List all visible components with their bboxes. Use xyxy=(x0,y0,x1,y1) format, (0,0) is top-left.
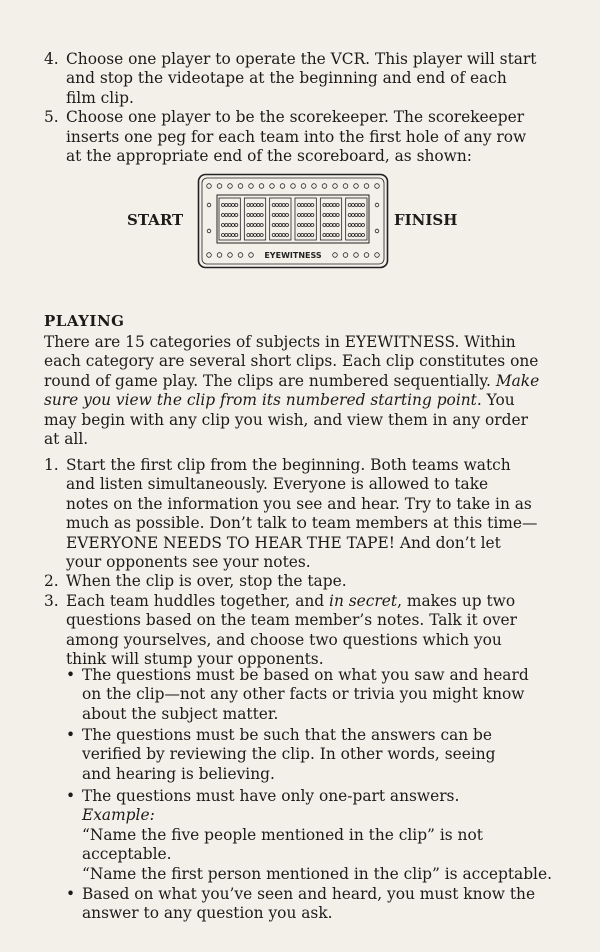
bullet-4 xyxy=(66,885,566,924)
peg-hole xyxy=(282,224,285,227)
peg-hole xyxy=(272,224,275,227)
peg-hole xyxy=(272,234,275,237)
peg-hole xyxy=(257,224,260,227)
bullet-3 xyxy=(66,787,576,884)
peg-hole xyxy=(311,234,314,237)
peg-hole xyxy=(348,224,351,227)
text-span: Each team huddles together, and xyxy=(66,591,330,610)
intro-paragraph xyxy=(44,333,564,449)
text-span: You xyxy=(481,391,515,410)
peg-hole xyxy=(276,224,279,227)
peg-hole xyxy=(301,184,306,189)
peg-hole xyxy=(282,234,285,237)
peg-hole xyxy=(352,214,355,217)
peg-hole xyxy=(301,224,304,227)
text-line: verified by reviewing the clip. In other words, seeing xyxy=(82,745,496,764)
peg-hole xyxy=(235,224,238,227)
peg-hole xyxy=(250,224,253,227)
peg-hole xyxy=(249,253,254,258)
text-line: “Name the first person mentioned in the clip” is acceptable. xyxy=(82,864,552,883)
scoreboard-diagram xyxy=(197,173,389,269)
bullet-item xyxy=(66,726,566,784)
peg-hole xyxy=(308,214,311,217)
peg-hole xyxy=(228,234,231,237)
peg-hole xyxy=(207,229,211,233)
peg-hole xyxy=(282,214,285,217)
text-line: The questions must be such that the answers can be xyxy=(82,726,493,744)
peg-hole xyxy=(257,204,260,207)
peg-hole xyxy=(222,214,225,217)
peg-hole xyxy=(298,224,301,227)
peg-hole xyxy=(207,253,212,258)
peg-hole xyxy=(354,253,359,258)
text-line: each category are several short clips. Each clip constitutes one xyxy=(44,352,539,371)
peg-hole xyxy=(333,184,338,189)
peg-hole xyxy=(358,224,361,227)
text-line: Choose one player to operate the VCR. This player will start xyxy=(66,50,537,68)
example-label: Example: xyxy=(82,806,155,825)
peg-hole xyxy=(250,204,253,207)
peg-hole xyxy=(254,214,257,217)
peg-hole xyxy=(257,234,260,237)
text-line: Based on what you’ve seen and heard, you must know the xyxy=(82,885,536,903)
peg-hole xyxy=(257,214,260,217)
text-line: at the appropriate end of the scoreboard, as shown: xyxy=(66,147,472,166)
peg-hole xyxy=(375,184,380,189)
text-line: Choose one player to be the scorekeeper. The scorekeeper xyxy=(66,108,525,127)
text-span: round of game play. The clips are numbered sequentially. xyxy=(44,371,496,390)
peg-hole xyxy=(276,234,279,237)
peg-hole xyxy=(333,214,336,217)
peg-hole xyxy=(301,204,304,207)
bullet-2 xyxy=(66,726,566,784)
peg-hole xyxy=(228,224,231,227)
peg-hole xyxy=(238,253,243,258)
peg-hole xyxy=(312,184,317,189)
peg-hole xyxy=(336,214,339,217)
peg-hole xyxy=(207,184,212,189)
peg-hole xyxy=(355,204,358,207)
peg-hole xyxy=(222,204,225,207)
text-line: your opponents see your notes. xyxy=(66,553,311,572)
peg-hole xyxy=(304,214,307,217)
text-line: Start the first clip from the beginning. Both teams watch xyxy=(66,456,511,474)
bullet-item xyxy=(66,787,576,884)
step-2 xyxy=(44,572,564,591)
peg-hole xyxy=(298,204,301,207)
peg-hole xyxy=(311,224,314,227)
setup-item-5 xyxy=(44,108,564,166)
peg-hole xyxy=(308,224,311,227)
peg-hole xyxy=(358,234,361,237)
text-line: EVERYONE NEEDS TO HEAR THE TAPE! And don’t let xyxy=(66,533,501,552)
peg-hole xyxy=(322,184,327,189)
peg-hole xyxy=(375,229,379,233)
peg-hole xyxy=(308,234,311,237)
peg-hole xyxy=(323,234,326,237)
peg-hole xyxy=(232,234,235,237)
top-peg-row xyxy=(207,184,380,189)
peg-hole xyxy=(330,234,333,237)
peg-hole xyxy=(282,204,285,207)
peg-hole xyxy=(247,204,250,207)
peg-hole xyxy=(235,214,238,217)
peg-hole xyxy=(348,234,351,237)
peg-hole xyxy=(362,224,365,227)
peg-hole xyxy=(228,184,233,189)
text-line: think will stump your opponents. xyxy=(66,650,324,669)
item-number: 1. xyxy=(44,456,59,474)
scoreboard-grid xyxy=(207,195,379,243)
item-number: 2. xyxy=(44,572,59,591)
peg-hole xyxy=(247,214,250,217)
peg-hole xyxy=(301,234,304,237)
start-label: START xyxy=(127,211,184,229)
text-span: , makes up two xyxy=(397,591,516,610)
peg-hole xyxy=(364,184,369,189)
peg-hole xyxy=(238,184,243,189)
peg-hole xyxy=(286,214,289,217)
peg-hole xyxy=(348,204,351,207)
peg-hole xyxy=(272,204,275,207)
peg-hole xyxy=(364,253,369,258)
text-line: film clip. xyxy=(66,88,134,107)
peg-hole xyxy=(270,184,275,189)
peg-hole xyxy=(343,184,348,189)
peg-hole xyxy=(298,214,301,217)
peg-hole xyxy=(286,224,289,227)
text-line: on the clip—not any other facts or trivia you might know xyxy=(82,685,525,704)
peg-hole xyxy=(352,204,355,207)
peg-hole xyxy=(326,234,329,237)
peg-hole xyxy=(247,224,250,227)
peg-hole xyxy=(279,224,282,227)
peg-hole xyxy=(260,204,263,207)
peg-hole xyxy=(352,234,355,237)
peg-hole xyxy=(249,184,254,189)
setup-item-4 xyxy=(44,50,564,108)
peg-hole xyxy=(326,214,329,217)
peg-hole xyxy=(333,204,336,207)
peg-hole xyxy=(260,224,263,227)
peg-hole xyxy=(326,224,329,227)
peg-hole xyxy=(348,214,351,217)
peg-hole xyxy=(311,214,314,217)
emphasis: Make xyxy=(495,371,540,390)
peg-hole xyxy=(259,184,264,189)
peg-hole xyxy=(222,224,225,227)
peg-hole xyxy=(225,214,228,217)
bullet-item xyxy=(66,885,566,924)
text-line: There are 15 categories of subjects in EYEWITNESS. Within xyxy=(44,333,516,351)
grid-frame xyxy=(217,195,369,243)
text-line: notes on the information you see and hear. Try to take in as xyxy=(66,494,532,513)
peg-hole xyxy=(276,214,279,217)
peg-hole xyxy=(260,214,263,217)
peg-hole xyxy=(286,234,289,237)
peg-hole xyxy=(336,204,339,207)
peg-hole xyxy=(323,204,326,207)
peg-hole xyxy=(311,204,314,207)
text-line: “Name the five people mentioned in the clip” is not xyxy=(82,825,483,844)
peg-hole xyxy=(355,234,358,237)
section-heading: PLAYING xyxy=(44,312,125,330)
peg-hole xyxy=(291,184,296,189)
bullet-dot: • xyxy=(66,666,76,684)
peg-hole xyxy=(250,214,253,217)
peg-hole xyxy=(304,204,307,207)
bullet-item xyxy=(66,666,566,724)
setup-list xyxy=(44,50,564,166)
peg-hole xyxy=(330,214,333,217)
peg-hole xyxy=(308,204,311,207)
text-line: and hearing is believing. xyxy=(82,764,275,783)
peg-hole xyxy=(228,214,231,217)
peg-hole xyxy=(217,253,222,258)
finish-label: FINISH xyxy=(394,211,458,229)
step-3 xyxy=(44,592,564,670)
peg-hole xyxy=(304,234,307,237)
step-1 xyxy=(44,456,564,572)
peg-hole xyxy=(333,234,336,237)
emphasis: in secret xyxy=(329,591,398,610)
peg-hole xyxy=(330,204,333,207)
peg-hole xyxy=(279,234,282,237)
peg-hole xyxy=(279,204,282,207)
peg-hole xyxy=(304,224,307,227)
text-line: acceptable. xyxy=(82,845,172,864)
peg-hole xyxy=(286,204,289,207)
text-line: questions based on the team member’s notes. Talk it over xyxy=(66,611,518,630)
bullet-dot: • xyxy=(66,787,76,805)
bullet-dot: • xyxy=(66,726,76,744)
peg-hole xyxy=(254,204,257,207)
text-line: about the subject matter. xyxy=(82,704,279,723)
peg-hole xyxy=(323,224,326,227)
peg-hole xyxy=(279,214,282,217)
text-line: The questions must be based on what you saw and heard xyxy=(82,666,529,684)
text-line: answer to any question you ask. xyxy=(82,904,333,923)
bullet-dot: • xyxy=(66,885,76,903)
peg-hole xyxy=(375,203,379,207)
peg-hole xyxy=(272,214,275,217)
item-number: 4. xyxy=(44,50,59,68)
text-line: and listen simultaneously. Everyone is allowed to take xyxy=(66,475,489,494)
peg-hole xyxy=(207,203,211,207)
peg-hole xyxy=(222,234,225,237)
peg-hole xyxy=(354,184,359,189)
peg-hole xyxy=(358,204,361,207)
peg-hole xyxy=(333,224,336,227)
peg-hole xyxy=(228,204,231,207)
peg-hole xyxy=(333,253,338,258)
peg-hole xyxy=(232,214,235,217)
peg-hole xyxy=(225,204,228,207)
peg-hole xyxy=(301,214,304,217)
peg-hole xyxy=(375,253,380,258)
text-line: at all. xyxy=(44,430,89,449)
peg-hole xyxy=(343,253,348,258)
peg-hole xyxy=(336,224,339,227)
peg-hole xyxy=(235,234,238,237)
peg-hole xyxy=(247,234,250,237)
text-line xyxy=(44,372,564,391)
scoreboard-logo: EYEWITNESS xyxy=(264,251,322,260)
peg-hole xyxy=(358,214,361,217)
text-line: and stop the videotape at the beginning and end of each xyxy=(66,69,507,88)
peg-hole xyxy=(336,234,339,237)
emphasis: sure you view the clip from its numbered starting point. xyxy=(44,391,482,410)
peg-hole xyxy=(355,214,358,217)
peg-hole xyxy=(260,234,263,237)
peg-hole xyxy=(362,204,365,207)
peg-hole xyxy=(232,224,235,227)
peg-hole xyxy=(228,253,233,258)
text-line: much as possible. Don’t talk to team members at this time— xyxy=(66,514,538,533)
text-line: When the clip is over, stop the tape. xyxy=(66,572,347,591)
text-line: among yourselves, and choose two questions which you xyxy=(66,630,502,649)
peg-hole xyxy=(326,204,329,207)
text-line: may begin with any clip you wish, and view them in any order xyxy=(44,410,528,429)
peg-hole xyxy=(254,224,257,227)
text-line: inserts one peg for each team into the first hole of any row xyxy=(66,127,527,146)
peg-hole xyxy=(232,204,235,207)
text-line xyxy=(66,592,564,611)
peg-hole xyxy=(254,234,257,237)
peg-hole xyxy=(250,234,253,237)
peg-hole xyxy=(225,224,228,227)
item-number: 5. xyxy=(44,108,59,127)
item-number: 3. xyxy=(44,591,59,610)
text-line xyxy=(44,391,564,410)
peg-hole xyxy=(217,184,222,189)
peg-hole xyxy=(355,224,358,227)
peg-hole xyxy=(280,184,285,189)
peg-hole xyxy=(362,214,365,217)
peg-hole xyxy=(235,204,238,207)
peg-hole xyxy=(352,224,355,227)
steps-list xyxy=(44,456,564,669)
peg-hole xyxy=(330,224,333,227)
peg-hole xyxy=(323,214,326,217)
peg-hole xyxy=(276,204,279,207)
peg-hole xyxy=(362,234,365,237)
text-line: The questions must have only one-part answers. xyxy=(82,787,460,805)
peg-hole xyxy=(298,234,301,237)
bullet-1 xyxy=(66,666,566,724)
peg-hole xyxy=(225,234,228,237)
